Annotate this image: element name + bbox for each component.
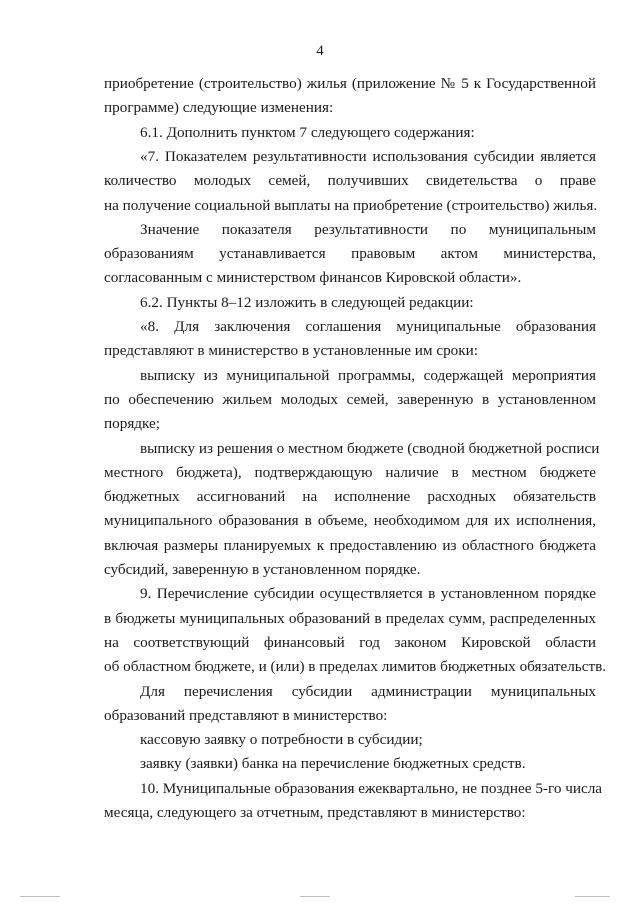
- text-line: Значение показателя результативности по муниципальным: [140, 221, 596, 238]
- text-line: 6.2. Пункты 8–12 изложить в следующей редакции:: [140, 294, 474, 311]
- text-line: представляют в министерство в установленные им сроки:: [104, 342, 478, 359]
- text-line: программе) следующие изменения:: [104, 99, 334, 116]
- text-line: количество молодых семей, получивших свидетельства о праве: [104, 172, 596, 189]
- text-line: «7. Показателем результативности использования субсидии является: [140, 148, 596, 165]
- text-line: согласованным с министерством финансов Кировской области».: [104, 269, 522, 286]
- scan-artifact: [575, 896, 610, 897]
- text-line: выписку из решения о местном бюджете (сводной бюджетной росписи: [140, 440, 600, 457]
- scan-artifact: [300, 896, 330, 897]
- text-line: порядке;: [104, 415, 160, 432]
- text-line: приобретение (строительство) жилья (приложение № 5 к Государственной: [104, 75, 596, 92]
- text-line: местного бюджета), подтверждающую наличие в местном бюджете: [104, 464, 596, 481]
- text-line: об областном бюджете, и (или) в пределах лимитов бюджетных обязательств.: [104, 658, 607, 675]
- text-line: 6.1. Дополнить пунктом 7 следующего содержания:: [140, 124, 475, 141]
- text-line: субсидий, заверенную в установленном порядке.: [104, 561, 421, 578]
- scan-artifact: [20, 896, 60, 897]
- text-line: по обеспечению жильем молодых семей, заверенную в установленном: [104, 391, 596, 408]
- text-line: бюджетных ассигнований на исполнение расходных обязательств: [104, 488, 596, 505]
- text-line: месяца, следующего за отчетным, представляют в министерство:: [104, 804, 526, 821]
- text-line: образований представляют в министерство:: [104, 707, 388, 724]
- text-line: в бюджеты муниципальных образований в пределах сумм, распределенных: [104, 610, 596, 627]
- text-line: образованиям устанавливается правовым актом министерства,: [104, 245, 596, 262]
- page-number: 4: [316, 43, 324, 59]
- text-line: 10. Муниципальные образования ежеквартально, не позднее 5-го числа: [140, 780, 603, 797]
- text-line: муниципального образования в объеме, необходимом для их исполнения,: [104, 512, 596, 529]
- text-line: на получение социальной выплаты на приобретение (строительство) жилья.: [104, 197, 598, 214]
- text-line: 9. Перечисление субсидии осуществляется в установленном порядке: [140, 585, 596, 602]
- text-line: на соответствующий финансовый год законом Кировской области: [104, 634, 596, 651]
- text-line: кассовую заявку о потребности в субсидии;: [140, 731, 423, 748]
- text-line: «8. Для заключения соглашения муниципальные образования: [140, 318, 596, 335]
- text-line: Для перечисления субсидии администрации муниципальных: [140, 683, 596, 700]
- text-line: заявку (заявки) банка на перечисление бюджетных средств.: [140, 755, 526, 772]
- text-line: выписку из муниципальной программы, содержащей мероприятия: [140, 367, 596, 384]
- text-line: включая размеры планируемых к предоставлению из областного бюджета: [104, 537, 596, 554]
